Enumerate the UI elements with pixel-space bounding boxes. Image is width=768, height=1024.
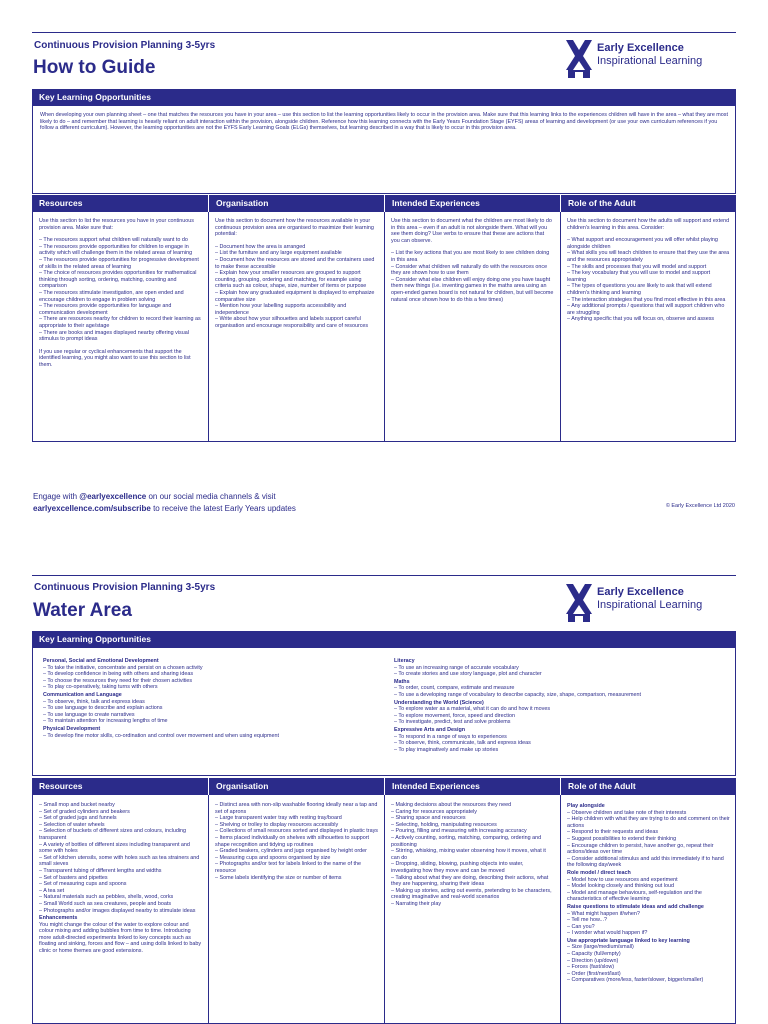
- page1-experiences-list: [391, 250, 554, 303]
- list-item: – Write about how your silhouettes and labels support careful organisation and encourage responsibility and care of resources: [215, 316, 369, 329]
- page2-col-header-organisation: Organisation: [209, 778, 384, 795]
- page2-logo: [566, 584, 716, 624]
- list-item: – What might happen if/when?: [567, 910, 640, 917]
- list-item: – There are books and images displayed nearby offering visual stimulus to prompt ideas: [39, 329, 189, 343]
- list-item: – Size (large/medium/small): [567, 944, 634, 951]
- page2-klo-box: [32, 648, 736, 776]
- engage-prefix: Engage with: [33, 492, 80, 501]
- list-item: – Collections of small resources sorted and displayed in plastic trays: [215, 828, 378, 835]
- list-item: – Actively counting, sorting, matching, comparing, ordering and positioning: [391, 834, 542, 848]
- early-excellence-logo-icon: [566, 40, 592, 78]
- list-item: – To play imaginatively and make up stories: [394, 746, 499, 753]
- page2-organisation-cell: [209, 797, 384, 1024]
- list-item: – Comparatives (more/less, faster/slower, bigger/smaller): [567, 977, 704, 984]
- list-item: – To explore movement, force, speed and direction: [394, 712, 515, 719]
- list-item: – Model and manage behaviours, self-regulation and the characteristics of effective learning: [567, 889, 702, 903]
- list-item: – To develop confidence in being with others and sharing ideas: [43, 671, 194, 678]
- adult-heading: Play alongside: [567, 803, 605, 809]
- list-item: – Set of graded cylinders and beakers: [39, 808, 130, 815]
- list-item: – To investigate, predict, test and solve problems: [394, 719, 511, 726]
- list-item: – Observe children and take note of their interests: [567, 809, 687, 816]
- list-item: – A tea set: [39, 887, 65, 894]
- list-item: – List the furniture and any large equipment available: [215, 250, 342, 257]
- list-item: – Consider what children will naturally do with the resources once they are shown how to use them: [391, 263, 548, 277]
- list-item: – Document how the resources are stored and the containers used to make these accessible: [215, 256, 375, 270]
- engage-line-2: [33, 503, 296, 515]
- page1-resources-intro: Use this section to list the resources you have in your continuous provision area. Make sure that:: [39, 218, 194, 231]
- engage-suffix: on our social media channels & visit: [146, 492, 276, 501]
- list-item: – Small World such as sea creatures, people and boats: [39, 900, 172, 907]
- list-item: – To order, count, compare, estimate and measure: [394, 685, 515, 692]
- list-item: – The resources stimulate investigation, are open ended and encourage children to engage in problem solving: [39, 289, 184, 303]
- adult-heading: Raise questions to stimulate ideas and add challenge: [567, 903, 704, 910]
- page1-organisation-cell: [209, 213, 384, 441]
- list-item: – Respond to their requests and ideas: [567, 829, 659, 836]
- list-item: – What skills you will teach children to ensure that they use the area and the resources appropriately: [567, 250, 730, 263]
- list-item: – The types of questions you are likely to ask that will extend children's thinking and learning: [567, 283, 712, 296]
- list-item: – Tell me how...?: [567, 917, 608, 924]
- list-item: – Caring for resources appropriately: [391, 808, 477, 815]
- list-item: – Capacity (full/empty): [567, 951, 621, 958]
- page2-col-header-resources: Resources: [32, 778, 208, 795]
- list-item: – To develop fine motor skills, co-ordination and control over movement and when using equipment: [43, 732, 280, 739]
- list-item: – To play co-operatively, taking turns with others: [43, 684, 158, 691]
- page2-klo-right: [388, 652, 733, 772]
- list-item: – The resources provide opportunities for language and communication development: [39, 303, 172, 316]
- list-item: – To use an increasing range of accurate vocabulary: [394, 664, 519, 671]
- page1-title: How to Guide: [33, 57, 156, 78]
- list-item: – Explain how any graduated equipment is displayed to emphasize comparative size: [215, 289, 375, 303]
- list-item: – The key vocabulary that you will use to model and support learning: [567, 270, 711, 283]
- list-item: – Some labels identifying the size or number of items: [215, 874, 342, 881]
- klo-heading: Maths: [394, 678, 410, 685]
- list-item: – To take the initiative, concentrate and persist on a chosen activity: [43, 664, 203, 671]
- list-item: – Transparent tubing of different lengths and widths: [39, 867, 162, 874]
- klo-heading: Communication and Language: [43, 691, 122, 698]
- list-item: – Shelving or trolley to display resources accessibly: [215, 821, 339, 828]
- list-item: – Model how to use resources and experiment: [567, 876, 678, 883]
- list-item: – Making decisions about the resources they need: [391, 802, 512, 808]
- list-item: – Photographs and/or images displayed nearby to stimulate ideas: [39, 907, 196, 914]
- list-item: – Any additional prompts / questions that will support children who are struggling: [567, 303, 725, 316]
- list-item: – Forces (fast/slow): [567, 964, 615, 971]
- list-item: – Photographs and/or text for labels linked to the name of the resource: [215, 861, 361, 874]
- page1-experiences-intro: Use this section to document what the children are most likely to do in this area – even if an adult is not alongside them. What will you see them doing? Use verbs to ensure that these are actions that you can observe.: [391, 218, 552, 244]
- page2-klo-header: Key Learning Opportunities: [32, 631, 736, 648]
- page2-title: Water Area: [33, 600, 132, 621]
- klo-heading: Physical Development: [43, 725, 101, 732]
- page2-adult-cell: [561, 797, 736, 1024]
- list-item: – Help children with what they are trying to do and comment on their actions: [567, 816, 730, 829]
- page1-engage-text: [33, 491, 296, 515]
- adult-heading: Use appropriate language linked to key learning: [567, 937, 690, 944]
- list-item: – Natural materials such as pebbles, shells, wood, corks: [39, 894, 174, 901]
- page2-subtitle: Continuous Provision Planning 3-5yrs: [34, 582, 216, 593]
- page1-resources-list: [39, 237, 202, 343]
- list-item: – To observe, think, talk and express ideas: [43, 698, 145, 705]
- page1-klo-box: [32, 106, 736, 194]
- engage-line-1: [33, 491, 296, 503]
- list-item: – Order (first/next/last): [567, 970, 621, 977]
- page1-resources-cell: [33, 213, 208, 441]
- page2-klo-left: [37, 652, 387, 772]
- list-item: – To choose the resources they need for their chosen activities: [43, 677, 193, 684]
- list-item: – The resources support what children will naturally want to do: [39, 237, 188, 244]
- list-item: – To respond in a range of ways to experiences: [394, 733, 507, 740]
- page1-klo-text: When developing your own planning sheet – one that matches the resources you have in your area – use this section to list the learning opportunities likely to occur in the provision area. Make sure that this learning links to the experiences children will have in the area – what they are most likely to do – and remember that learning is heavily reliant on adult interaction within the provision, alongside children. Reference how this learning connects with the Early Years Foundation Stage (EYFS) areas of learning and development (or use your own curriculum references if you follow a different curriculum). However, the learning opportunities are not the EYFS Early Learning Goals (ELGs) themselves, but learning described in a way that is likely to occur in this provision area.: [40, 112, 728, 132]
- page1-adult-list: [567, 237, 730, 323]
- page2-experiences-cell: [385, 797, 560, 1024]
- list-item: – Pouring, filling and measuring with increasing accuracy: [391, 828, 527, 835]
- list-item: – The choice of resources provides opportunities for mathematical thinking through sorting, ordering, matching, counting and comparison: [39, 270, 197, 290]
- list-item: – Graded beakers, cylinders and jugs organised by height order: [215, 848, 367, 855]
- list-item: – To maintain attention for increasing lengths of time: [43, 718, 168, 725]
- page1-copyright: © Early Excellence Ltd 2020: [665, 503, 735, 509]
- page1-organisation-intro: Use this section to document how the resources available in your continuous provision area are organised to maximize their learning potential:: [215, 218, 374, 238]
- klo-heading: Personal, Social and Emotional Development: [43, 658, 159, 664]
- list-item: – Selecting, holding, manipulating resources: [391, 821, 497, 828]
- engage-line2-suffix: to receive the latest Early Years updates: [150, 504, 296, 513]
- list-item: – A variety of bottles of different sizes including transparent and some with holes: [39, 841, 190, 855]
- adult-heading: Role model / direct teach: [567, 869, 631, 876]
- page2-col-header-adult: Role of the Adult: [561, 778, 736, 795]
- list-item: – Distinct area with non-slip washable flooring ideally near a tap and set of aprons: [215, 802, 378, 815]
- page1-col-header-organisation: Organisation: [209, 195, 384, 212]
- list-item: – The resources provide opportunities for progressive development of skills in the related areas of learning: [39, 256, 199, 270]
- page1-resources-outro: If you use regular or cyclical enhancements that support the identified learning, you might also want to use this section to list them.: [39, 348, 191, 368]
- list-item: – Direction (up/down): [567, 957, 619, 964]
- list-item: – Sharing space and resources: [391, 815, 466, 822]
- list-item: – Talking about what they are doing, describing their actions, what they are happening, sharing their ideas: [391, 874, 549, 888]
- list-item: – Anything specific that you will focus on, observe and assess: [567, 316, 715, 323]
- list-item: – Set of graded jugs and funnels: [39, 815, 117, 822]
- klo-heading: Understanding the World (Science): [394, 699, 484, 706]
- list-item: – Explain how your smaller resources are grouped to support counting, grouping, ordering and matching, for example using criteria such as colour, shape, size, number of items or purpose: [215, 270, 367, 290]
- list-item: – Large transparent water tray with resting tray/board: [215, 815, 342, 822]
- list-item: – To create stories and use story language, plot and character: [394, 671, 542, 678]
- list-item: – The resources provide opportunities for children to engage in activity which will challenge them in the related areas of learning: [39, 243, 193, 257]
- subscribe-link[interactable]: earlyexcellence.com/subscribe: [33, 504, 151, 513]
- page1-experiences-cell: [385, 213, 560, 441]
- page2-top-rule: [32, 575, 736, 576]
- list-item: – Stirring, whisking, mixing water observing how it moves, what it can do: [391, 848, 546, 861]
- enhancements-heading: Enhancements: [39, 915, 78, 922]
- list-item: – Small mop and bucket nearby: [39, 802, 115, 808]
- list-item: – To use language to describe and explain actions: [43, 705, 163, 712]
- page1-col-header-experiences: Intended Experiences: [385, 195, 560, 212]
- enhancements-text: You might change the colour of the water to explore colour and colour mixing and adding bubbles from time to time. Introducing more adult-directed experiments linked to key concepts such as floating and sinking, forces and flow – and using dolls linked to baby clinic or home themes are good extensions.: [39, 921, 202, 955]
- list-item: – Mention how your labelling supports accessibility and independence: [215, 303, 347, 316]
- early-excellence-logo-icon: [566, 584, 592, 622]
- list-item: – The skills and processes that you will model and support: [567, 263, 707, 270]
- list-item: – Document how the area is arranged: [215, 243, 306, 250]
- list-item: – Selection of buckets of different sizes and colours, including transparent: [39, 828, 187, 841]
- page2-resources-cell: [33, 797, 208, 1024]
- list-item: – Narrating their play: [391, 900, 442, 907]
- page1-top-rule: [32, 32, 736, 33]
- list-item: – The interaction strategies that you find most effective in this area: [567, 296, 726, 303]
- list-item: – I wonder what would happen if?: [567, 930, 648, 937]
- logo-line2: Inspirational Learning: [597, 599, 703, 611]
- list-item: – To observe, think, communicate, talk and express ideas: [394, 740, 531, 747]
- page1-col-header-resources: Resources: [32, 195, 208, 212]
- logo-line1: Early Excellence: [597, 42, 684, 54]
- list-item: – Can you?: [567, 923, 595, 930]
- page1-adult-cell: [561, 213, 736, 441]
- page1-klo-header: Key Learning Opportunities: [32, 89, 736, 106]
- list-item: – To use language to create narratives: [43, 711, 135, 718]
- list-item: – Selection of water wheels: [39, 821, 105, 828]
- list-item: – Dropping, sliding, blowing, pushing objects into water, investigating how they move and can be moved: [391, 861, 524, 874]
- social-handle-link[interactable]: @earlyexcellence: [79, 492, 147, 501]
- list-item: – Items placed individually on shelves with silhouettes to support shape recognition and tidying up routines: [215, 834, 370, 848]
- list-item: – Set of kitchen utensils, some with holes such as tea strainers and small sieves: [39, 854, 200, 868]
- page2-col-header-experiences: Intended Experiences: [385, 778, 560, 795]
- page1-col-header-adult: Role of the Adult: [561, 195, 736, 212]
- list-item: – Consider additional stimulus and add this immediately if to hand the following day/week: [567, 855, 724, 869]
- list-item: – To explore water as a material, what it can do and how it moves: [394, 706, 551, 713]
- page1-logo: [566, 40, 716, 80]
- list-item: – List the key actions that you are most likely to see children doing in this area: [391, 250, 550, 263]
- list-item: – To use a developing range of vocabulary to describe capacity, size, shape, comparison, measurement: [394, 691, 642, 698]
- page1-subtitle: Continuous Provision Planning 3-5yrs: [34, 40, 216, 51]
- logo-line1: Early Excellence: [597, 586, 684, 598]
- list-item: – Consider what else children will enjoy doing one you have taught them new things (i.e. inventing games in the maths area using an open-ended games board is not natural for children, but will become natural once shown how to do this a few times): [391, 276, 554, 303]
- list-item: – There are resources nearby for children to record their learning as appropriate to their age/stage: [39, 316, 201, 329]
- list-item: – Model looking closely and thinking out loud: [567, 883, 674, 890]
- list-item: – Set of measuring cups and spoons: [39, 881, 127, 888]
- page1-organisation-list: [215, 244, 378, 330]
- list-item: – What support and encouragement you will offer whilst playing alongside children: [567, 237, 718, 250]
- page1-adult-intro: Use this section to document how the adults will support and extend children's learning in this area. Consider:: [567, 218, 730, 231]
- logo-line2: Inspirational Learning: [597, 55, 703, 67]
- list-item: – Suggest possibilities to extend their thinking: [567, 835, 677, 842]
- list-item: – Set of basters and pipettes: [39, 874, 108, 881]
- list-item: – Making up stories, acting out events, pretending to be characters, creating imaginative and real-world scenarios: [391, 887, 552, 901]
- klo-heading: Literacy: [394, 658, 415, 664]
- list-item: – Encourage children to persist, have another go, repeat their actions/ideas over time: [567, 842, 714, 856]
- list-item: – Measuring cups and spoons organised by size: [215, 854, 331, 861]
- klo-heading: Expressive Arts and Design: [394, 726, 466, 733]
